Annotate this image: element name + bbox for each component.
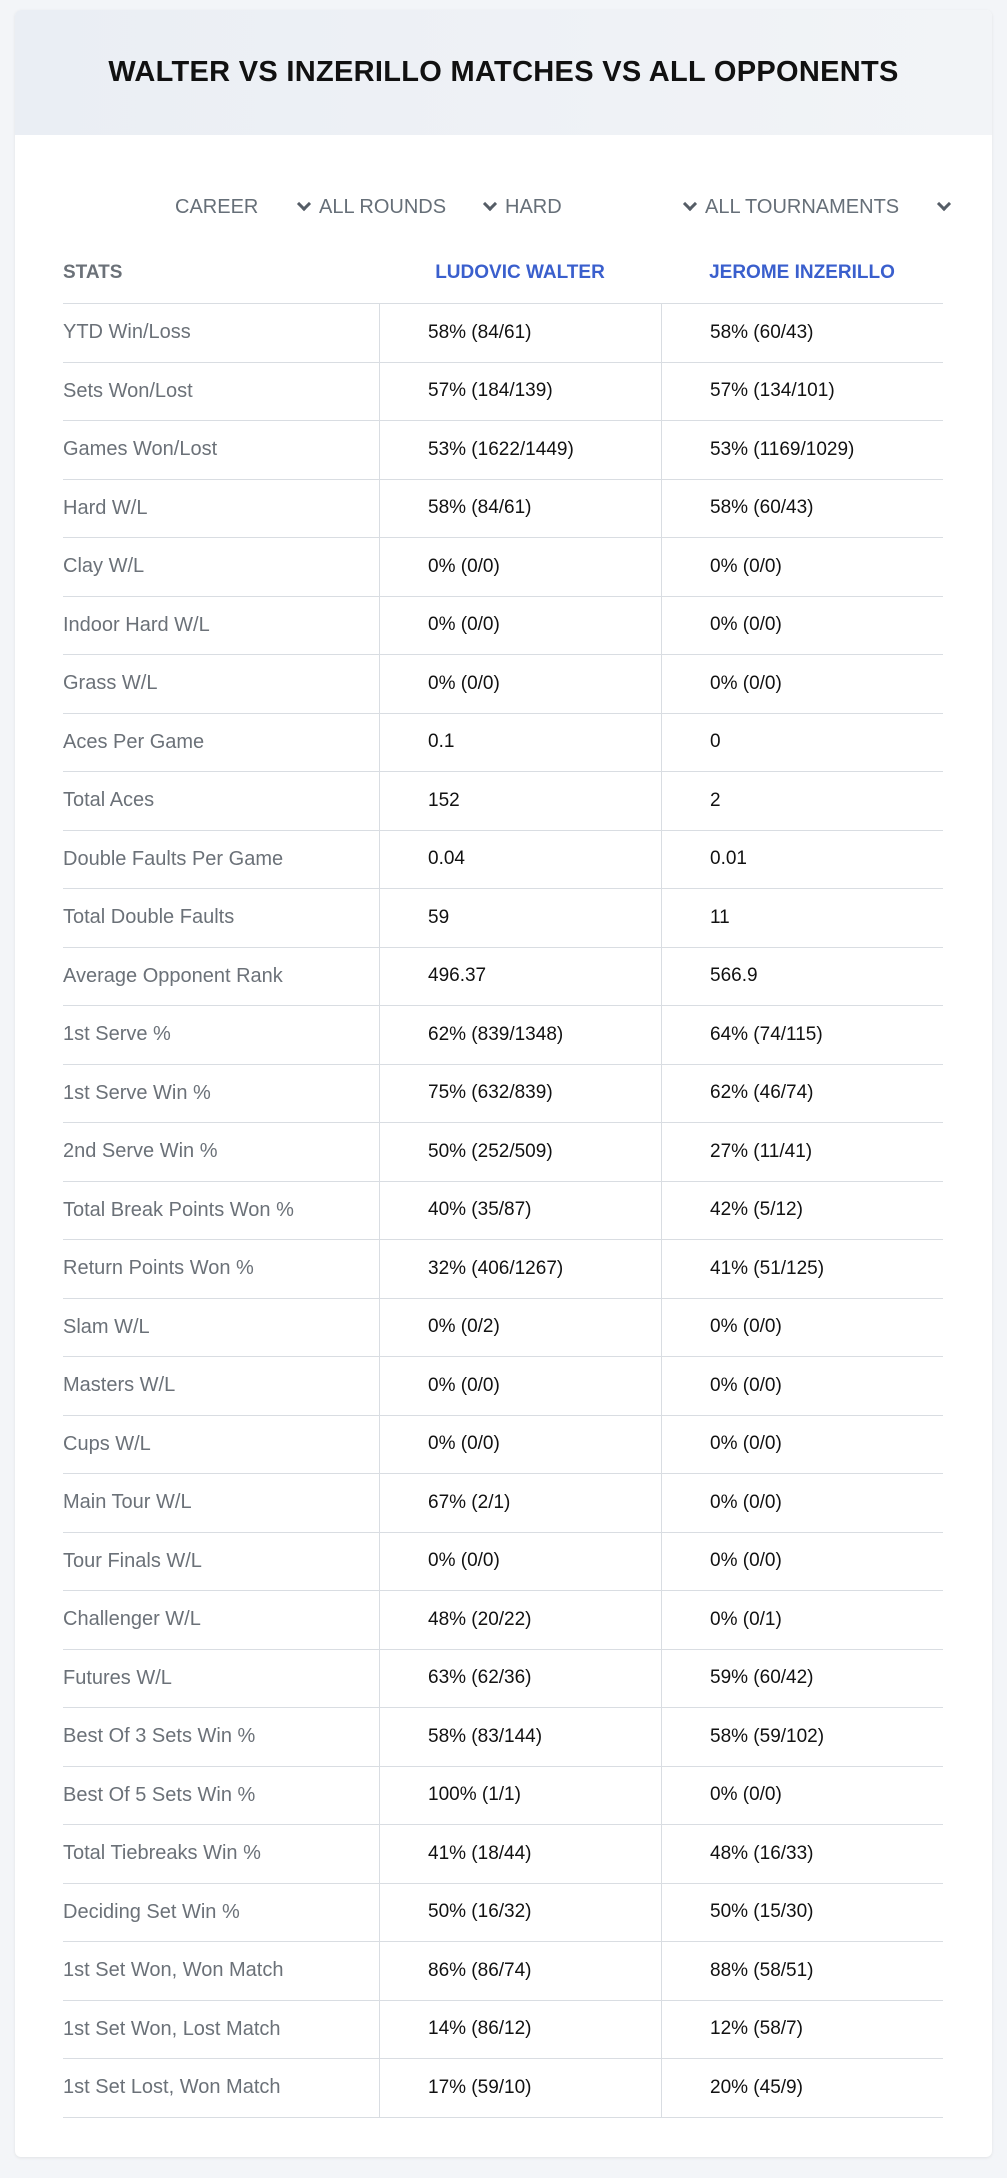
player1-value: 63% (62/36) xyxy=(379,1650,661,1708)
stat-label: Best Of 3 Sets Win % xyxy=(63,1725,256,1748)
table-row xyxy=(63,831,943,890)
chevron-down-icon xyxy=(297,197,311,211)
table-row xyxy=(63,1299,943,1358)
table-header xyxy=(63,242,943,304)
table-row xyxy=(63,304,943,363)
table-row xyxy=(63,655,943,714)
table-row xyxy=(63,1767,943,1826)
player1-value: 32% (406/1267) xyxy=(379,1240,661,1298)
stat-label: Total Double Faults xyxy=(63,906,235,929)
period-select[interactable] xyxy=(175,182,313,232)
player1-value: 41% (18/44) xyxy=(379,1825,661,1883)
stat-label: 1st Set Won, Won Match xyxy=(63,1959,284,1982)
table-row xyxy=(63,597,943,656)
player1-value: 53% (1622/1449) xyxy=(379,421,661,479)
table-row xyxy=(63,1942,943,2001)
stat-label: Total Break Points Won % xyxy=(63,1198,294,1221)
player1-value: 0% (0/0) xyxy=(379,538,661,596)
table-row xyxy=(63,889,943,948)
stat-label: Total Aces xyxy=(63,789,155,812)
player1-value: 59 xyxy=(379,889,661,947)
stat-label: Tour Finals W/L xyxy=(63,1549,202,1572)
table-row xyxy=(63,1650,943,1709)
player2-value: 0% (0/0) xyxy=(661,597,943,655)
stat-label: Challenger W/L xyxy=(63,1608,201,1631)
stat-label: 1st Set Won, Lost Match xyxy=(63,2017,281,2040)
player2-value: 0% (0/0) xyxy=(661,1767,943,1825)
stat-label: YTD Win/Loss xyxy=(63,321,191,344)
stat-label: Clay W/L xyxy=(63,555,145,578)
player2-value: 20% (45/9) xyxy=(661,2059,943,2117)
player2-value: 0% (0/0) xyxy=(661,1357,943,1415)
filter-bar xyxy=(15,182,992,232)
table-row xyxy=(63,1006,943,1065)
player1-value: 0% (0/0) xyxy=(379,1357,661,1415)
stat-label: Grass W/L xyxy=(63,672,158,695)
table-row xyxy=(63,772,943,831)
player2-value: 59% (60/42) xyxy=(661,1650,943,1708)
player2-value: 0% (0/0) xyxy=(661,538,943,596)
stat-label: Double Faults Per Game xyxy=(63,847,284,870)
player2-value: 0 xyxy=(661,714,943,772)
tournaments-select[interactable] xyxy=(705,182,953,232)
player1-value: 50% (252/509) xyxy=(379,1123,661,1181)
stat-label: Average Opponent Rank xyxy=(63,964,283,987)
player2-value: 0% (0/0) xyxy=(661,1533,943,1591)
table-row xyxy=(63,1591,943,1650)
stat-label: Games Won/Lost xyxy=(63,438,218,461)
player2-value: 27% (11/41) xyxy=(661,1123,943,1181)
player1-value: 100% (1/1) xyxy=(379,1767,661,1825)
player1-column-header[interactable]: LUDOVIC WALTER xyxy=(435,261,605,283)
table-row xyxy=(63,2001,943,2060)
player2-value: 58% (60/43) xyxy=(661,480,943,538)
player2-value: 12% (58/7) xyxy=(661,2001,943,2059)
player1-value: 14% (86/12) xyxy=(379,2001,661,2059)
stat-label: Best Of 5 Sets Win % xyxy=(63,1783,256,1806)
chevron-down-icon xyxy=(937,197,951,211)
player2-value: 58% (59/102) xyxy=(661,1708,943,1766)
player2-value: 50% (15/30) xyxy=(661,1884,943,1942)
player1-value: 57% (184/139) xyxy=(379,363,661,421)
stat-label: 1st Serve Win % xyxy=(63,1081,211,1104)
stat-label: Masters W/L xyxy=(63,1374,176,1397)
player1-value: 0% (0/0) xyxy=(379,1416,661,1474)
table-row xyxy=(63,421,943,480)
stat-label: Return Points Won % xyxy=(63,1257,254,1280)
player1-value: 62% (839/1348) xyxy=(379,1006,661,1064)
table-row xyxy=(63,1357,943,1416)
player1-value: 0% (0/0) xyxy=(379,1533,661,1591)
player1-value: 58% (83/144) xyxy=(379,1708,661,1766)
stat-label: 1st Set Lost, Won Match xyxy=(63,2076,281,2099)
player1-value: 58% (84/61) xyxy=(379,480,661,538)
table-row xyxy=(63,1182,943,1241)
table-row xyxy=(63,1533,943,1592)
page-header xyxy=(15,10,992,135)
stat-label: Futures W/L xyxy=(63,1666,172,1689)
player2-column-header[interactable]: JEROME INZERILLO xyxy=(709,261,895,283)
stat-label: Hard W/L xyxy=(63,496,148,519)
player1-value: 48% (20/22) xyxy=(379,1591,661,1649)
stats-card xyxy=(15,10,992,2157)
stat-label: Indoor Hard W/L xyxy=(63,613,210,636)
player2-value: 41% (51/125) xyxy=(661,1240,943,1298)
player2-value: 0.01 xyxy=(661,831,943,889)
surface-select[interactable] xyxy=(505,182,699,232)
table-body xyxy=(63,304,943,2118)
table-row xyxy=(63,538,943,597)
table-row xyxy=(63,1240,943,1299)
player2-value: 57% (134/101) xyxy=(661,363,943,421)
table-row xyxy=(63,948,943,1007)
player1-value: 0.04 xyxy=(379,831,661,889)
player2-value: 2 xyxy=(661,772,943,830)
table-row xyxy=(63,2059,943,2118)
stat-label: Cups W/L xyxy=(63,1432,151,1455)
table-row xyxy=(63,363,943,422)
player2-value: 53% (1169/1029) xyxy=(661,421,943,479)
stat-label: Slam W/L xyxy=(63,1315,150,1338)
player1-value: 86% (86/74) xyxy=(379,1942,661,2000)
table-row xyxy=(63,1825,943,1884)
player2-value: 88% (58/51) xyxy=(661,1942,943,2000)
player1-value: 0% (0/0) xyxy=(379,655,661,713)
player2-value: 0% (0/0) xyxy=(661,1299,943,1357)
stat-label: Total Tiebreaks Win % xyxy=(63,1842,261,1865)
player1-value: 0% (0/2) xyxy=(379,1299,661,1357)
stats-table xyxy=(63,242,943,2118)
chevron-down-icon xyxy=(483,197,497,211)
table-row xyxy=(63,480,943,539)
player2-value: 42% (5/12) xyxy=(661,1182,943,1240)
player2-value: 0% (0/0) xyxy=(661,1416,943,1474)
table-row xyxy=(63,1708,943,1767)
player1-value: 152 xyxy=(379,772,661,830)
player2-value: 48% (16/33) xyxy=(661,1825,943,1883)
table-row xyxy=(63,1416,943,1475)
player2-value: 62% (46/74) xyxy=(661,1065,943,1123)
stat-label: Main Tour W/L xyxy=(63,1491,192,1514)
player1-value: 496.37 xyxy=(379,948,661,1006)
player2-value: 0% (0/0) xyxy=(661,655,943,713)
player1-value: 67% (2/1) xyxy=(379,1474,661,1532)
stat-label: 1st Serve % xyxy=(63,1023,171,1046)
rounds-select-value: ALL ROUNDS xyxy=(319,195,447,218)
surface-select-value: HARD xyxy=(505,195,562,218)
player1-value: 50% (16/32) xyxy=(379,1884,661,1942)
player1-value: 75% (632/839) xyxy=(379,1065,661,1123)
player1-value: 40% (35/87) xyxy=(379,1182,661,1240)
table-row xyxy=(63,714,943,773)
table-row xyxy=(63,1474,943,1533)
stat-label: Deciding Set Win % xyxy=(63,1900,240,1923)
rounds-select[interactable] xyxy=(319,182,499,232)
stat-label: Aces Per Game xyxy=(63,730,205,753)
player2-value: 64% (74/115) xyxy=(661,1006,943,1064)
player1-value: 0.1 xyxy=(379,714,661,772)
player1-value: 58% (84/61) xyxy=(379,304,661,362)
player2-value: 0% (0/1) xyxy=(661,1591,943,1649)
player1-value: 17% (59/10) xyxy=(379,2059,661,2117)
table-row xyxy=(63,1884,943,1943)
table-row xyxy=(63,1065,943,1124)
player2-value: 58% (60/43) xyxy=(661,304,943,362)
page-title: WALTER VS INZERILLO MATCHES VS ALL OPPONENTS xyxy=(108,56,899,88)
period-select-value: CAREER xyxy=(175,195,259,218)
player2-value: 0% (0/0) xyxy=(661,1474,943,1532)
player2-value: 11 xyxy=(661,889,943,947)
player2-value: 566.9 xyxy=(661,948,943,1006)
chevron-down-icon xyxy=(683,197,697,211)
tournaments-select-value: ALL TOURNAMENTS xyxy=(705,195,900,218)
player1-value: 0% (0/0) xyxy=(379,597,661,655)
table-row xyxy=(63,1123,943,1182)
stat-label: Sets Won/Lost xyxy=(63,379,193,402)
stat-label: 2nd Serve Win % xyxy=(63,1140,218,1163)
stats-column-header: STATS xyxy=(63,261,123,283)
